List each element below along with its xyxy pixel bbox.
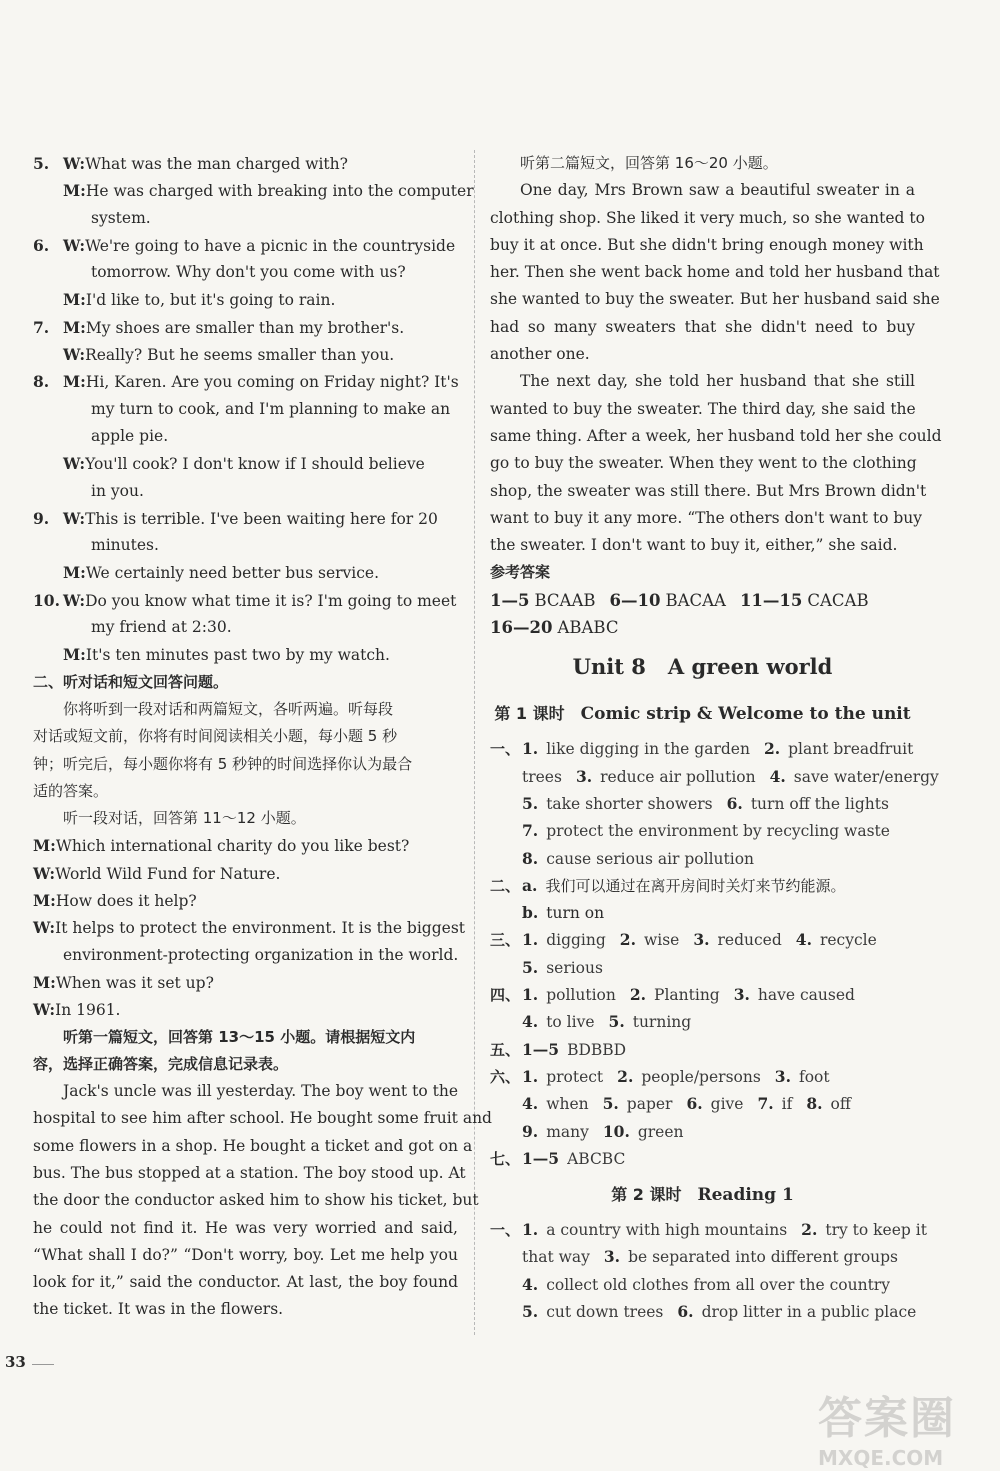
dialog-text: When was it set up? <box>55 973 214 992</box>
exercise-line <box>490 1063 915 1090</box>
dialog-line <box>33 368 458 395</box>
item-number: 9. <box>522 1121 539 1141</box>
exercise-line <box>490 1216 927 1243</box>
speaker-label: W: <box>63 235 86 255</box>
right-column <box>490 150 942 1325</box>
dialog-text: Which international charity do you like best? <box>55 837 410 856</box>
item-answer: protect the environment by recycling waste <box>546 822 890 841</box>
dialog-line <box>33 505 458 532</box>
answer-range: 16—20 <box>490 618 553 638</box>
dialog-text: in you. <box>91 481 144 500</box>
item-number: 1. <box>522 930 539 950</box>
answer-value: ABABC <box>557 618 619 638</box>
speaker-label: M: <box>63 181 86 201</box>
exercise-section-number: 六、 <box>490 1067 521 1086</box>
dialog-line <box>33 559 458 586</box>
speaker-label: W: <box>33 1000 56 1020</box>
dialog-line <box>33 205 458 232</box>
passage-line: look for it,” said the conductor. At last, the boy found <box>33 1273 458 1292</box>
question-number: 10. <box>33 590 60 610</box>
item-number: 4. <box>769 766 786 786</box>
dialog-line <box>33 423 458 450</box>
item-number: 7. <box>757 1094 774 1114</box>
speaker-label: M: <box>63 563 86 583</box>
item-number: 2. <box>629 985 647 1005</box>
exercise-section-number: 五、 <box>490 1040 521 1059</box>
item-number: 2. <box>619 930 636 950</box>
dialog-line <box>33 996 458 1023</box>
dialog-line <box>33 177 474 204</box>
item-number: 7. <box>522 821 539 841</box>
instruction-line: 对话或短文前，你将有时间阅读相关小题，每小题 5 秒 <box>33 727 398 746</box>
item-answer: serious <box>546 958 603 977</box>
item-answer: BDBBD <box>567 1040 627 1059</box>
lesson-name: Reading 1 <box>697 1185 794 1206</box>
passage-line: go to buy the sweater. When they went to the clothing <box>490 454 917 473</box>
answer-range: 1—5 <box>490 590 530 610</box>
answer-row <box>490 587 915 614</box>
item-answer: turning <box>632 1013 692 1032</box>
speaker-label: M: <box>63 645 86 665</box>
dialog-text: This is terrible. I've been waiting here for 20 <box>85 509 438 528</box>
dialog-line <box>33 259 458 286</box>
dialog-text: Really? But he seems smaller than you. <box>85 346 395 365</box>
item-number: 4. <box>795 930 812 950</box>
question-number: 5. <box>33 154 50 173</box>
dialog-text: my turn to cook, and I'm planning to make an <box>91 399 451 418</box>
answer-value: BACAA <box>665 590 726 610</box>
instruction-line: 适的答案。 <box>33 781 109 800</box>
left-column <box>33 150 492 1324</box>
item-answer: Planting <box>654 986 720 1005</box>
item-answer: drop litter in a public place <box>701 1302 917 1321</box>
exercise-line <box>490 1090 915 1117</box>
item-number: 2. <box>617 1066 634 1086</box>
item-number: 5. <box>602 1094 619 1114</box>
item-number: 6. <box>726 793 743 813</box>
item-answer: turn on <box>546 904 605 923</box>
item-number: 1. <box>522 739 539 759</box>
item-answer: if <box>781 1095 793 1114</box>
item-answer: reduce air pollution <box>600 767 756 786</box>
passage-line: Jack's uncle was ill yesterday. The boy went to the <box>63 1082 458 1101</box>
item-answer: take shorter showers <box>546 794 713 813</box>
exercise-line <box>490 817 915 844</box>
dialog-text: It helps to protect the environment. It is the biggest <box>55 919 466 938</box>
section-heading: 二、听对话和短文回答问题。 <box>33 672 229 691</box>
exercise-line <box>490 1036 915 1063</box>
dialog-line <box>33 641 458 668</box>
unit-number: Unit 8 <box>572 654 646 680</box>
passage-line: had so many sweaters that she didn't need to buy <box>490 317 915 336</box>
item-number: 1—5 <box>522 1148 560 1168</box>
exercise-line <box>490 735 915 762</box>
exercise-section-number: 四、 <box>490 986 521 1005</box>
item-answer: be separated into different groups <box>628 1248 899 1267</box>
watermark-text: 答案圈 <box>818 1393 956 1444</box>
dialog-line <box>33 587 458 614</box>
passage-line: wanted to buy the sweater. The third day, she said the <box>490 399 916 418</box>
passage-line: she wanted to buy the sweater. But her husband said she <box>490 290 940 309</box>
dialog-text: minutes. <box>91 536 159 555</box>
speaker-label: M: <box>63 317 86 337</box>
answer-range: 6—10 <box>609 590 661 610</box>
dialog-text: Hi, Karen. Are you coming on Friday night? It's <box>85 373 459 392</box>
speaker-label: W: <box>63 345 86 365</box>
item-number: 3. <box>575 766 593 786</box>
dialog-text: We certainly need better bus service. <box>85 564 380 583</box>
watermark-url: MXQE.COM <box>818 1446 944 1470</box>
question-number: 9. <box>33 508 50 528</box>
item-number: 5. <box>522 1301 539 1321</box>
item-number: 5. <box>522 793 539 813</box>
speaker-label: M: <box>33 836 56 856</box>
item-answer: have caused <box>757 986 855 1005</box>
item-number: 2. <box>763 739 781 759</box>
dialog-text: What was the man charged with? <box>85 155 348 173</box>
dialog-text: tomorrow. Why don't you come with us? <box>91 263 406 282</box>
dialog-text: apple pie. <box>91 426 169 445</box>
exercise-line <box>490 981 915 1008</box>
instruction-line: 你将听到一段对话和两篇短文，各听两遍。听每段 <box>63 699 394 718</box>
dialog-text: environment-protecting organization in the world. <box>63 945 459 964</box>
item-answer: like digging in the garden <box>546 740 750 759</box>
item-answer: cause serious air pollution <box>546 849 755 868</box>
dialog-line <box>33 860 458 887</box>
dialog-text: You'll cook? I don't know if I should believe <box>85 455 425 474</box>
instruction-line: 钟；听完后，每小题你将有 5 秒钟的时间选择你认为最合 <box>33 754 413 773</box>
item-answer: a country with high mountains <box>546 1221 788 1240</box>
dialog-line <box>33 314 458 341</box>
passage-line: bus. The bus stopped at a station. The boy stood up. At <box>33 1163 466 1182</box>
item-answer: 我们可以通过在离开房间时关灯来节约能源。 <box>545 876 846 895</box>
item-number: 3. <box>774 1066 791 1086</box>
item-number: 1. <box>522 1066 539 1086</box>
item-number: 3. <box>693 930 710 950</box>
passage-line: he could not find it. He was very worried and said, <box>33 1218 458 1237</box>
item-answer: protect <box>546 1067 604 1086</box>
exercise-line <box>490 1243 915 1270</box>
item-number: 1—5 <box>522 1039 560 1059</box>
item-answer: foot <box>798 1067 830 1086</box>
item-answer: save water/energy <box>793 767 939 786</box>
question-number: 6. <box>33 235 50 255</box>
exercise-line <box>490 954 915 981</box>
page-number-rule <box>32 1364 54 1365</box>
exercise-line <box>490 899 915 926</box>
item-number: 4. <box>522 1094 539 1114</box>
exercise-section-number: 三、 <box>490 931 521 950</box>
item-number: 5. <box>522 957 539 977</box>
dialog-text: I'd like to, but it's going to rain. <box>85 291 336 310</box>
item-answer: reduced <box>717 931 782 950</box>
dialog-line <box>33 232 458 259</box>
passage-intro: 听第一篇短文，回答第 13～15 小题。请根据短文内 <box>63 1027 416 1046</box>
item-number: 4. <box>522 1012 539 1032</box>
item-answer: plant breadfruit <box>788 740 914 759</box>
item-number: 6. <box>677 1301 694 1321</box>
item-answer: give <box>710 1095 744 1114</box>
lesson-name: Comic strip & Welcome to the unit <box>580 704 911 725</box>
dialog-line <box>33 532 458 559</box>
item-answer: trees <box>522 767 562 786</box>
question-number: 7. <box>33 317 50 337</box>
dialog-text: It's ten minutes past two by my watch. <box>85 646 390 665</box>
dialog-line <box>33 832 458 859</box>
unit-title <box>490 645 915 689</box>
dialog-line <box>33 478 458 505</box>
item-answer: people/persons <box>641 1067 761 1086</box>
answer-range: 11—15 <box>739 590 803 610</box>
exercise-line <box>490 1118 915 1145</box>
exercise-section-number: 二、 <box>490 876 521 895</box>
column-divider <box>474 150 475 1335</box>
speaker-label: W: <box>33 918 56 938</box>
dialog-text: He was charged with breaking into the computer <box>85 182 474 201</box>
item-answer: wise <box>643 931 680 950</box>
answer-row <box>490 614 915 641</box>
passage-line: the door the conductor asked him to show his ticket, but <box>33 1191 479 1210</box>
passage-line: want to buy it any more. “The others don't want to buy <box>490 508 923 527</box>
item-answer: ABCBC <box>567 1149 626 1168</box>
item-number: 4. <box>522 1274 539 1294</box>
exercise-line <box>490 763 939 790</box>
dialog-line <box>33 942 458 969</box>
unit-name: A green world <box>667 654 833 680</box>
item-number: b. <box>522 903 539 923</box>
exercise-line <box>490 872 915 899</box>
item-answer: to live <box>546 1013 595 1032</box>
passage-line: same thing. After a week, her husband told her she could <box>490 426 942 445</box>
dialog-text: In 1961. <box>55 1001 121 1020</box>
passage-line: clothing shop. She liked it very much, so she wanted to <box>490 208 925 227</box>
exercise-line <box>490 1271 915 1298</box>
item-answer: recycle <box>819 931 877 950</box>
question-number: 8. <box>33 372 50 392</box>
item-number: 3. <box>733 985 750 1005</box>
lesson-title <box>490 1176 915 1214</box>
answer-value: BCAAB <box>534 590 596 610</box>
item-number: 3. <box>603 1247 621 1267</box>
item-answer: many <box>546 1122 589 1141</box>
lesson-title <box>490 695 915 733</box>
item-answer: try to keep it <box>825 1221 927 1240</box>
passage-intro: 听第二篇短文，回答第 16～20 小题。 <box>520 154 778 172</box>
dialog-line <box>33 969 458 996</box>
exercise-line <box>490 1298 915 1325</box>
passage-line: “What shall I do?” “Don't worry, boy. Let me help you <box>33 1245 458 1264</box>
dialog-line <box>33 887 458 914</box>
passage-line: The next day, she told her husband that she still <box>520 372 915 391</box>
speaker-label: W: <box>63 590 86 610</box>
answer-value: CACAB <box>807 590 869 610</box>
dialog-line <box>33 450 458 477</box>
dialog-line <box>33 341 458 368</box>
dialog-line <box>33 286 458 313</box>
exercise-section-number: 一、 <box>490 1221 521 1240</box>
item-number: 1. <box>522 1220 539 1240</box>
item-number: 6. <box>686 1094 703 1114</box>
speaker-label: W: <box>63 154 86 173</box>
dialog-text: How does it help? <box>55 892 197 911</box>
passage-line: buy it at once. But she didn't bring enough money with <box>490 235 924 254</box>
speaker-label: W: <box>63 454 86 474</box>
speaker-label: M: <box>63 290 86 310</box>
dialog-text: my friend at 2:30. <box>91 618 232 637</box>
dialog-text: We're going to have a picnic in the countryside <box>85 236 456 255</box>
dialog-text: system. <box>91 208 151 227</box>
dialog-text: Do you know what time it is? I'm going to meet <box>85 591 457 610</box>
item-answer: when <box>546 1095 589 1114</box>
lesson-number: 第 2 课时 <box>611 1185 682 1205</box>
exercise-line <box>490 790 915 817</box>
item-answer: paper <box>626 1095 673 1114</box>
item-answer: digging <box>546 931 606 950</box>
item-answer: pollution <box>546 986 616 1005</box>
item-number: 8. <box>522 848 539 868</box>
passage-line: One day, Mrs Brown saw a beautiful sweater in a <box>520 181 915 200</box>
speaker-label: W: <box>33 863 56 883</box>
item-number: 10. <box>602 1121 630 1141</box>
page-number: 33 <box>5 1353 26 1371</box>
passage-line: some flowers in a shop. He bought a ticket and got on a <box>33 1136 473 1155</box>
item-answer: turn off the lights <box>750 794 889 813</box>
item-answer: green <box>637 1122 684 1141</box>
dialog-text: My shoes are smaller than my brother's. <box>85 318 405 337</box>
dialog-line <box>33 914 466 941</box>
item-number: 2. <box>801 1220 818 1240</box>
answers-heading: 参考答案 <box>490 563 551 582</box>
item-answer: collect old clothes from all over the country <box>546 1275 890 1294</box>
watermark-logo <box>818 1382 988 1470</box>
dialog-line <box>33 396 458 423</box>
exercise-section-number: 七、 <box>490 1149 521 1168</box>
item-answer: off <box>830 1095 851 1114</box>
passage-intro: 容，选择正确答案，完成信息记录表。 <box>33 1054 289 1073</box>
exercise-line <box>490 1008 915 1035</box>
passage-line: another one. <box>490 345 590 364</box>
speaker-label: M: <box>33 891 56 911</box>
passage-line: the sweater. I don't want to buy it, either,” she said. <box>490 536 898 555</box>
passage-line: the ticket. It was in the flowers. <box>33 1300 284 1319</box>
item-number: 8. <box>806 1094 823 1114</box>
exercise-line <box>490 845 915 872</box>
dialog-intro: 听一段对话，回答第 11～12 小题。 <box>63 809 306 828</box>
item-number: a. <box>522 875 538 895</box>
dialog-line <box>33 150 458 177</box>
item-answer: that way <box>522 1248 590 1267</box>
item-answer: cut down trees <box>546 1302 664 1321</box>
item-number: 5. <box>608 1012 625 1032</box>
item-number: 1. <box>522 985 539 1005</box>
dialog-text: World Wild Fund for Nature. <box>55 864 281 883</box>
dialog-line <box>33 614 458 641</box>
exercise-section-number: 一、 <box>490 740 521 759</box>
lesson-number: 第 1 课时 <box>494 704 565 724</box>
speaker-label: M: <box>63 372 86 392</box>
exercise-line <box>490 926 915 953</box>
speaker-label: M: <box>33 972 56 992</box>
passage-line: hospital to see him after school. He bought some fruit and <box>33 1109 492 1128</box>
passage-line: her. Then she went back home and told her husband that <box>490 263 940 282</box>
exercise-line <box>490 1145 915 1172</box>
passage-line: shop, the sweater was still there. But Mrs Brown didn't <box>490 481 927 500</box>
speaker-label: W: <box>63 508 86 528</box>
